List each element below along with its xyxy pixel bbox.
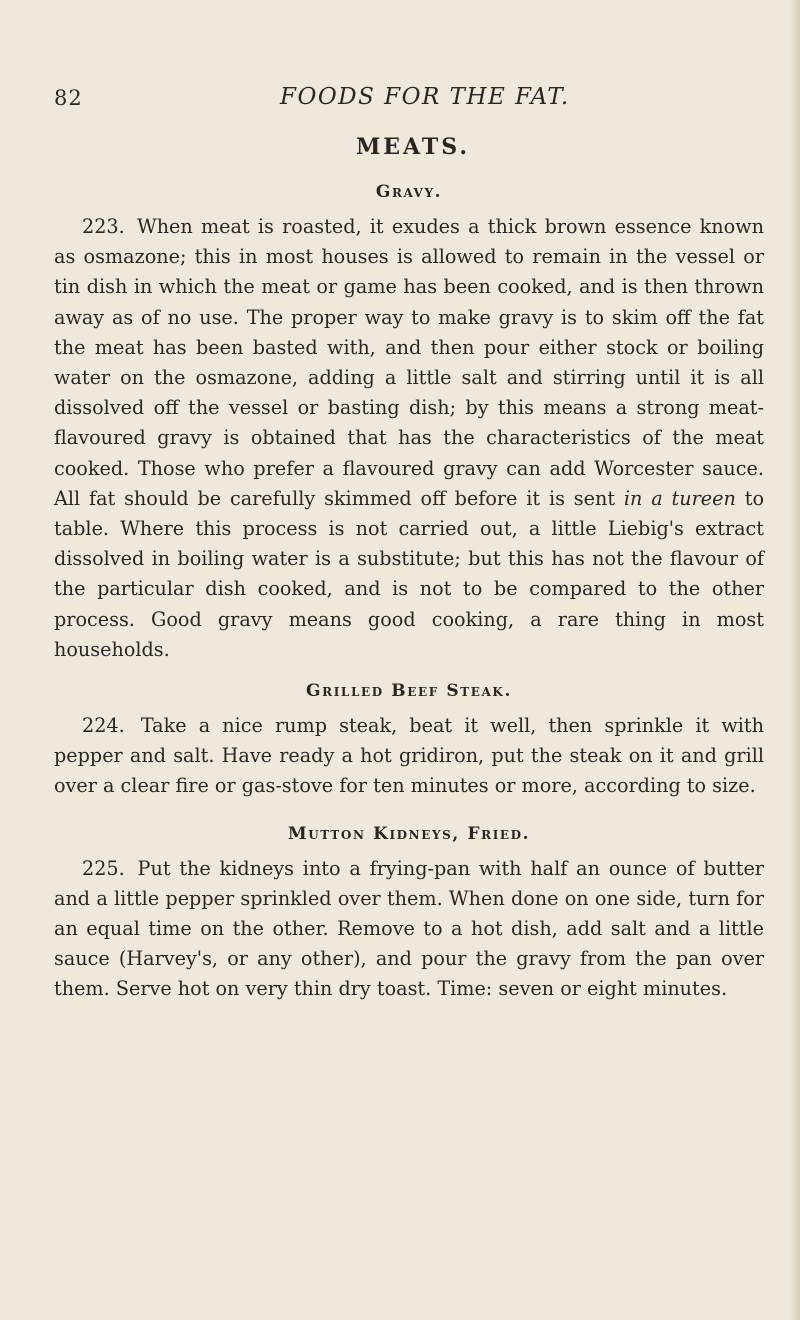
page-number: 82 bbox=[54, 86, 83, 110]
section-heading: Grilled Beef Steak. bbox=[306, 681, 512, 702]
section-gravy bbox=[54, 182, 764, 665]
paragraph-text: Put the kidneys into a frying-pan with half an ounce of butter and a little pepper sprinkled over them. When done on one side, turn for an equal time on the other. Remove to a hot dish, add salt and a little sauce (Harvey's, or any other), and pour the gravy from the pan over them. Serve hot on very thin dry toast. Time: seven or eight minutes. bbox=[54, 856, 764, 1001]
recipe-paragraph bbox=[54, 854, 764, 1005]
recipe-paragraph bbox=[54, 212, 764, 665]
section-grilled-beef-steak bbox=[54, 681, 764, 802]
paragraph-text: When meat is roasted, it exudes a thick brown essence known as osmazone; this in most houses is allowed to remain in the vessel or tin dish in which the meat or game has been cooked, and is then thrown away as of no use. The proper way to make gravy is to skim off the fat the meat has been basted with, and then pour either stock or boiling water on the osmazone, adding a little salt and stirring until it is all dissolved off the vessel or basting dish; by this means a strong meat-flavoured gravy is obtained that has the characteristics of the meat cooked. Those who prefer a flavoured gravy can add Worcester sauce. All fat should be carefully skimmed off before it is sent bbox=[54, 215, 764, 510]
paragraph-text: to table. Where this process is not carried out, a little Liebig's extract dissolved in boiling water is a substitute; but this has not the flavour of the particular dish cooked, and is not to be compared to the other process. Good gravy means good cooking, a rare thing in most households. bbox=[54, 486, 764, 661]
paragraph-number: 224. bbox=[82, 714, 125, 738]
book-title: FOODS FOR THE FAT. bbox=[280, 84, 570, 110]
paragraph-text: Take a nice rump steak, beat it well, then sprinkle it with pepper and salt. Have ready a hot gridiron, put the steak on it and grill over a clear fire or gas-stove for ten minutes or more, according to size. bbox=[54, 714, 764, 798]
section-heading: Gravy. bbox=[375, 182, 443, 202]
chapter-title: MEATS. bbox=[355, 134, 471, 160]
paragraph-number: 225. bbox=[82, 856, 125, 880]
page-edge bbox=[790, 0, 800, 1320]
recipe-paragraph bbox=[54, 711, 764, 802]
italic-phrase: in a tureen bbox=[623, 486, 736, 510]
section-mutton-kidneys-fried bbox=[54, 824, 764, 1005]
paragraph-number: 223. bbox=[82, 215, 125, 238]
running-head bbox=[54, 84, 764, 116]
section-heading: Mutton Kidneys, Fried. bbox=[287, 823, 531, 844]
